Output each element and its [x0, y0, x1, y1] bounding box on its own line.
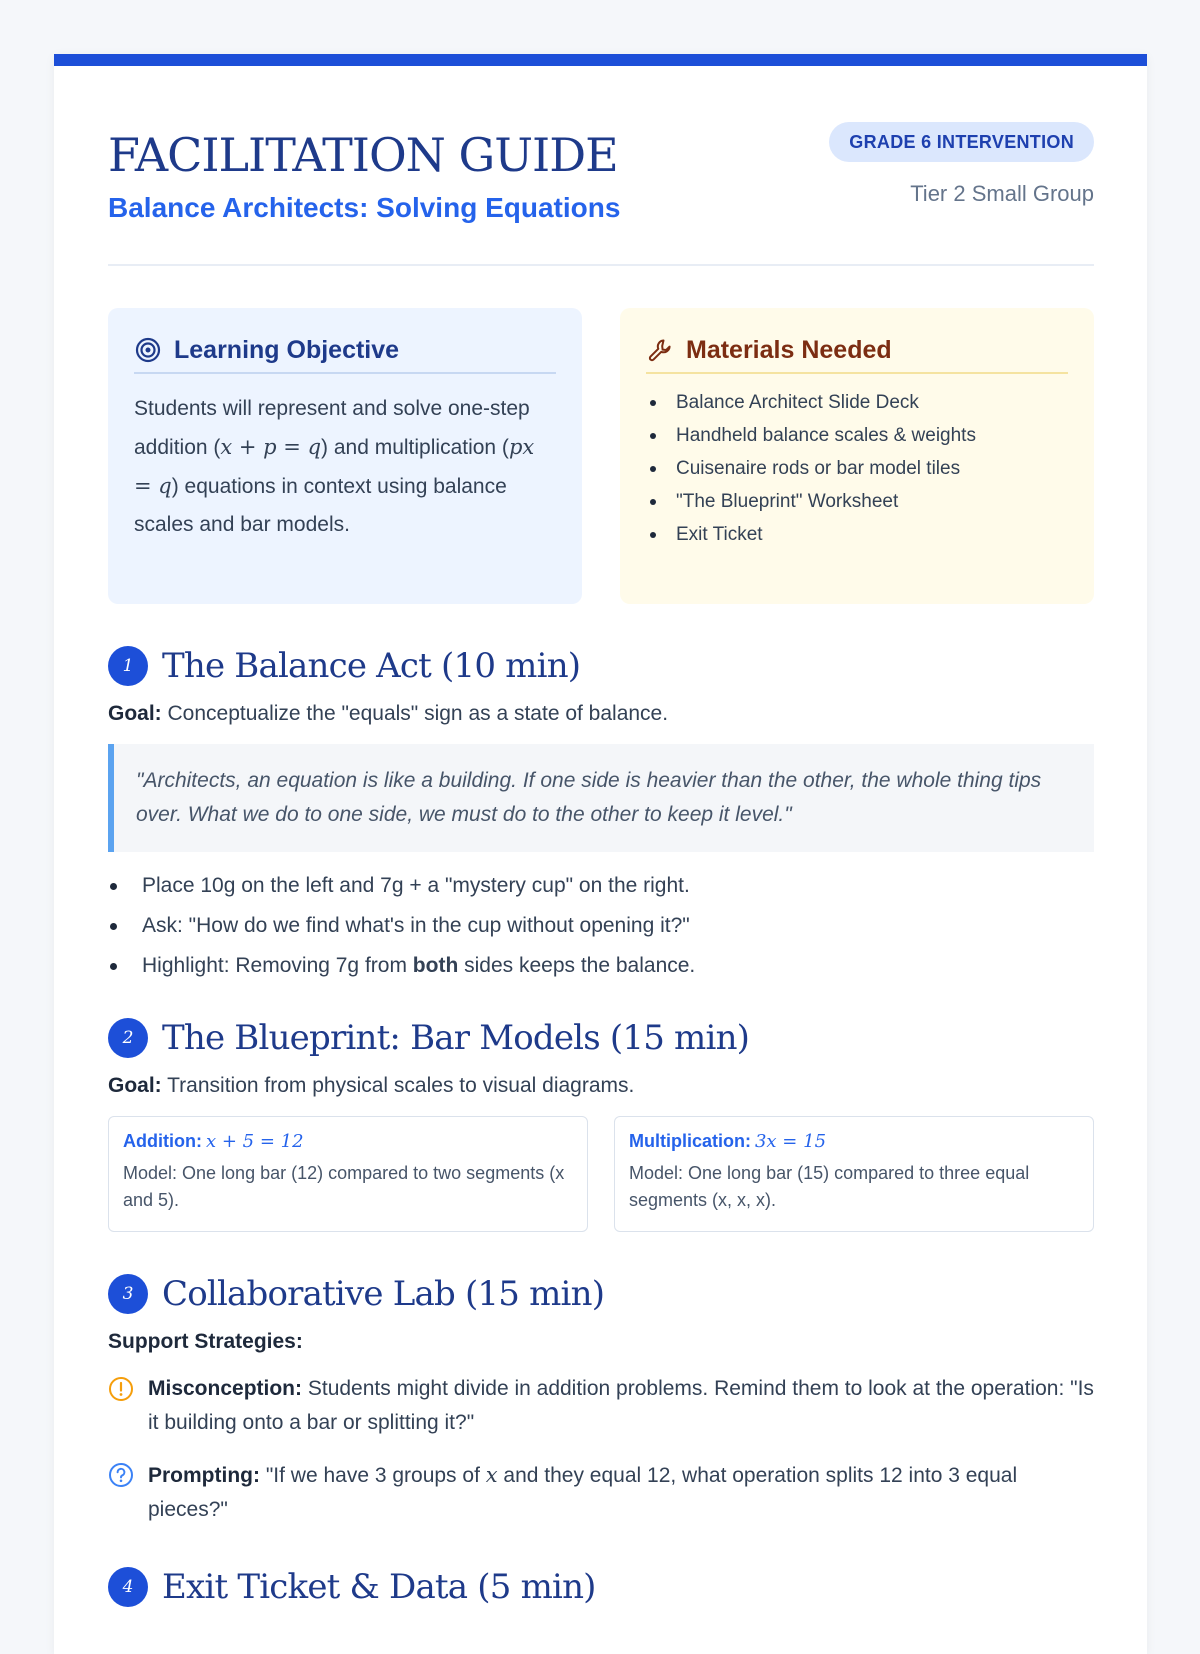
model-type: Multiplication:: [629, 1131, 751, 1151]
prompting-strategy: [108, 1458, 1094, 1527]
support-strategies-title: Support Strategies:: [108, 1330, 303, 1353]
model-description: Model: One long bar (15) compared to three equal segments (x, x, x).: [629, 1163, 1030, 1210]
learning-objective-title: Learning Objective: [174, 335, 400, 364]
section-collaborative-lab: [108, 1272, 1094, 1527]
goal-label: Goal:: [108, 1074, 162, 1097]
group-label: Tier 2 Small Group: [910, 181, 1094, 206]
help-circle-icon: [108, 1462, 134, 1488]
model-description: Model: One long bar (12) compared to two segments (x and 5).: [123, 1163, 565, 1210]
prompting-text: [148, 1458, 1094, 1527]
learning-objective-header: [134, 334, 556, 374]
section-title: The Balance Act (10 min): [162, 646, 581, 686]
section-heading: [108, 1016, 1094, 1060]
objective-text-part: Students will represent and solve one-step addition (: [134, 397, 530, 459]
list-item: Balance Architect Slide Deck: [646, 386, 1068, 419]
section-number: 1: [108, 646, 148, 686]
step-text: Highlight: Removing 7g from: [142, 954, 413, 977]
document-header: [108, 66, 1094, 266]
section-title: The Blueprint: Bar Models (15 min): [162, 1018, 750, 1058]
activity-steps: [108, 866, 1094, 986]
section-number: 2: [108, 1018, 148, 1058]
addition-model-card: [108, 1116, 588, 1232]
section-heading: [108, 1272, 1094, 1316]
model-label: [123, 1131, 573, 1152]
section-number: 4: [108, 1567, 148, 1607]
list-item: [108, 946, 1094, 986]
learning-objective-card: [108, 308, 582, 604]
strategy-label: Prompting:: [148, 1464, 260, 1487]
section-blueprint: [108, 1016, 1094, 1232]
materials-list: [646, 386, 1068, 551]
section-title: Exit Ticket & Data (5 min): [162, 1567, 596, 1607]
step-text: sides keeps the balance.: [458, 954, 696, 977]
misconception-strategy: [108, 1372, 1094, 1440]
goal-text: Transition from physical scales to visual diagrams.: [161, 1074, 635, 1097]
objective-equation: x + p = q: [220, 435, 322, 459]
list-item: Exit Ticket: [646, 518, 1068, 551]
misconception-text: [148, 1372, 1094, 1440]
strategy-body: "If we have 3 groups of: [259, 1464, 486, 1487]
list-item: Place 10g on the left and 7g + a "mystery cup" on the right.: [108, 866, 1094, 906]
target-icon: [134, 336, 162, 364]
goal-label: Goal:: [108, 702, 162, 725]
multiplication-model-card: [614, 1116, 1094, 1232]
section-heading: [108, 1565, 1094, 1609]
strategy-body: Students might divide in addition problems. Remind them to look at the operation: "Is it building onto a bar or splitting it?": [148, 1377, 1094, 1434]
strategy-label: Misconception:: [148, 1377, 303, 1400]
list-item: "The Blueprint" Worksheet: [646, 485, 1068, 518]
model-equation: 3x = 15: [754, 1131, 827, 1152]
grade-badge: GRADE 6 INTERVENTION: [829, 122, 1094, 162]
section-goal: [108, 1074, 1094, 1098]
learning-objective-text: [134, 390, 556, 544]
list-item: Cuisenaire rods or bar model tiles: [646, 452, 1068, 485]
materials-header: [646, 334, 1068, 374]
section-heading: [108, 644, 1094, 688]
section-exit-ticket: [108, 1565, 1094, 1609]
document-page: [54, 54, 1147, 1654]
strategy-variable: x: [485, 1463, 498, 1487]
list-item: Ask: "How do we find what's in the cup without opening it?": [108, 906, 1094, 946]
bar-model-examples: [108, 1116, 1094, 1232]
info-cards: [108, 308, 1094, 618]
wrench-icon: [646, 336, 674, 364]
model-type: Addition:: [123, 1131, 202, 1151]
strategy-body: and they equal 12, what operation splits 12 into 3 equal pieces?": [148, 1464, 1018, 1521]
warning-circle-icon: [108, 1376, 134, 1402]
document-content: [108, 66, 1094, 1609]
model-equation: x + 5 = 12: [205, 1131, 304, 1152]
section-goal: [108, 702, 1094, 726]
materials-card: [620, 308, 1094, 604]
page-subtitle: Balance Architects: Solving Equations: [108, 192, 621, 223]
step-emphasis: both: [412, 954, 459, 977]
page-title: FACILITATION GUIDE: [108, 128, 618, 182]
objective-equation: px = q: [134, 435, 535, 498]
section-number: 3: [108, 1274, 148, 1314]
objective-text-part: ) and multiplication (: [321, 436, 509, 459]
teacher-script-quote: "Architects, an equation is like a building. If one side is heavier than the other, the whole thing tips over. What we do to one side, we must do to the other to keep it level.": [108, 744, 1094, 852]
list-item: Handheld balance scales & weights: [646, 419, 1068, 452]
materials-title: Materials Needed: [686, 335, 892, 364]
objective-text-part: ) equations in context using balance scales and bar models.: [134, 475, 507, 536]
section-title: Collaborative Lab (15 min): [162, 1274, 605, 1314]
goal-text: Conceptualize the "equals" sign as a state of balance.: [161, 702, 669, 725]
model-label: [629, 1131, 1079, 1152]
section-balance-act: [108, 644, 1094, 986]
